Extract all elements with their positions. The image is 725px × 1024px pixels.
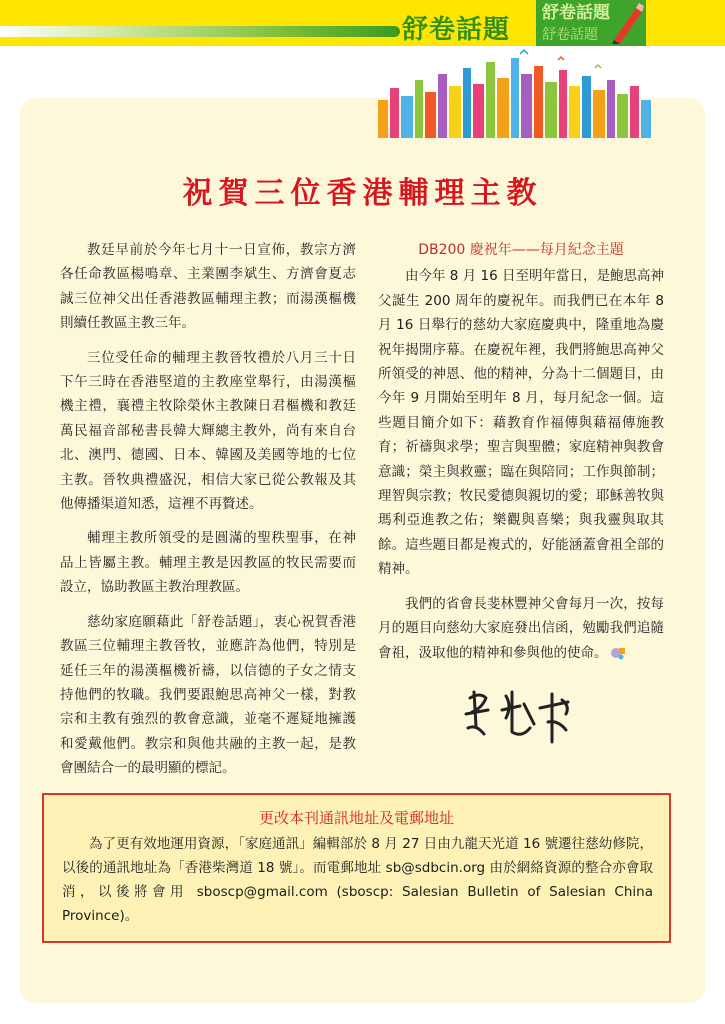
paragraph: 三位受任命的輔理主教晉牧禮於八月三十日下午三時在香港堅道的主教座堂舉行，由湯漢樞機主禮，襄禮主牧除榮休主教陳日君樞機和教廷萬民福音部秘書長韓大輝總主教外，尚有來自台北、澳門、德國、日本、韓國及美國等地的七位主教。晉牧典禮盛況，相信大家已從公教報及其他傳播渠道知悉，這裡不再贅述。 [60, 349, 356, 513]
notice-box [42, 793, 671, 943]
pencil-icon [606, 2, 646, 44]
skyline-graphic [370, 40, 655, 138]
paragraph-last [378, 592, 664, 665]
logo-text-shadow: 舒卷話題 [542, 27, 598, 43]
section-subtitle: DB200 慶祝年——每月紀念主題 [418, 242, 624, 258]
left-column [60, 238, 356, 791]
column-title: 舒卷話題 [402, 15, 511, 45]
notice-title: 更改本刊通訊地址及電郵地址 [258, 809, 454, 827]
paragraph: 慈幼家庭願藉此「舒卷話題」，衷心祝賀香港教區三位輔理主教晉牧，並應許為他們，特別是延任三年的湯漢樞機祈禱，以信德的子女之情支持他們的牧職。我們要跟鮑思高神父一樣，對教宗和主教有強烈的教會意識，並毫不遲疑地擁護和愛戴他們。教宗和與他共融的主教一起，是教會團結合一的最明顯的標記。 [60, 613, 356, 777]
paragraph: 由今年 8 月 16 日至明年當日，是鮑思高神父誕生 200 周年的慶祝年。而我們已在本年 8 月 16 日舉行的慈幼大家庭慶典中，隆重地為慶祝年揭開序幕。在慶祝年裡，我們將鮑思高神父所領受的神恩、他的精神，分為十二個題目，由今年 9 月開始至明年 8 月，每月紀念一個。這些題目簡介如下：藉教育作福傳與藉福傳施教育；祈禱與求學；聖言與聖體；家庭精神與教會意識；榮主與救靈；臨在與陪同；工作與節制；理智與宗教；牧民愛德與親切的愛；耶穌善牧與瑪利亞進教之佑；樂觀與喜樂；與我靈與取其餘。這些題目都是複式的，好能涵蓋會祖全部的精神。 [378, 268, 664, 578]
end-mark-icon [610, 646, 626, 660]
logo-text: 舒卷話題 [542, 3, 610, 23]
signature [462, 684, 612, 754]
notice-body: 為了更有效地運用資源，「家庭通訊」編輯部於 8 月 27 日由九龍天光道 16 號遷往慈幼修院，以後的通訊地址為「香港柴灣道 18 號」。而電郵地址 sb@sdbcin.org 由於網絡資源的整合亦會取消，以後將會用 sboscp@gmail.com (sboscp: Salesian Bulletin of Salesian China Province)。 [62, 836, 653, 924]
paragraph-text: 我們的省會長斐林豐神父會每月一次，按每月的題目向慈幼大家庭發出信函，勉勵我們追隨會祖，汲取他的精神和參與他的使命。 [378, 595, 664, 661]
paragraph: 輔理主教所領受的是圓滿的聖秩聖事，在神品上皆屬主教。輔理主教是因教區的牧民需要而設立，協助教區主教治理教區。 [60, 530, 356, 596]
paragraph: 教廷早前於今年七月十一日宣佈，教宗方濟各任命教區楊鳴章、主業團李斌生、方濟會夏志誠三位神父出任香港教區輔理主教；而湯漢樞機則續任教區主教三年。 [60, 242, 356, 332]
header-stripe [0, 26, 400, 37]
right-column [378, 238, 664, 675]
article-title: 祝賀三位香港輔理主教 [182, 176, 543, 211]
